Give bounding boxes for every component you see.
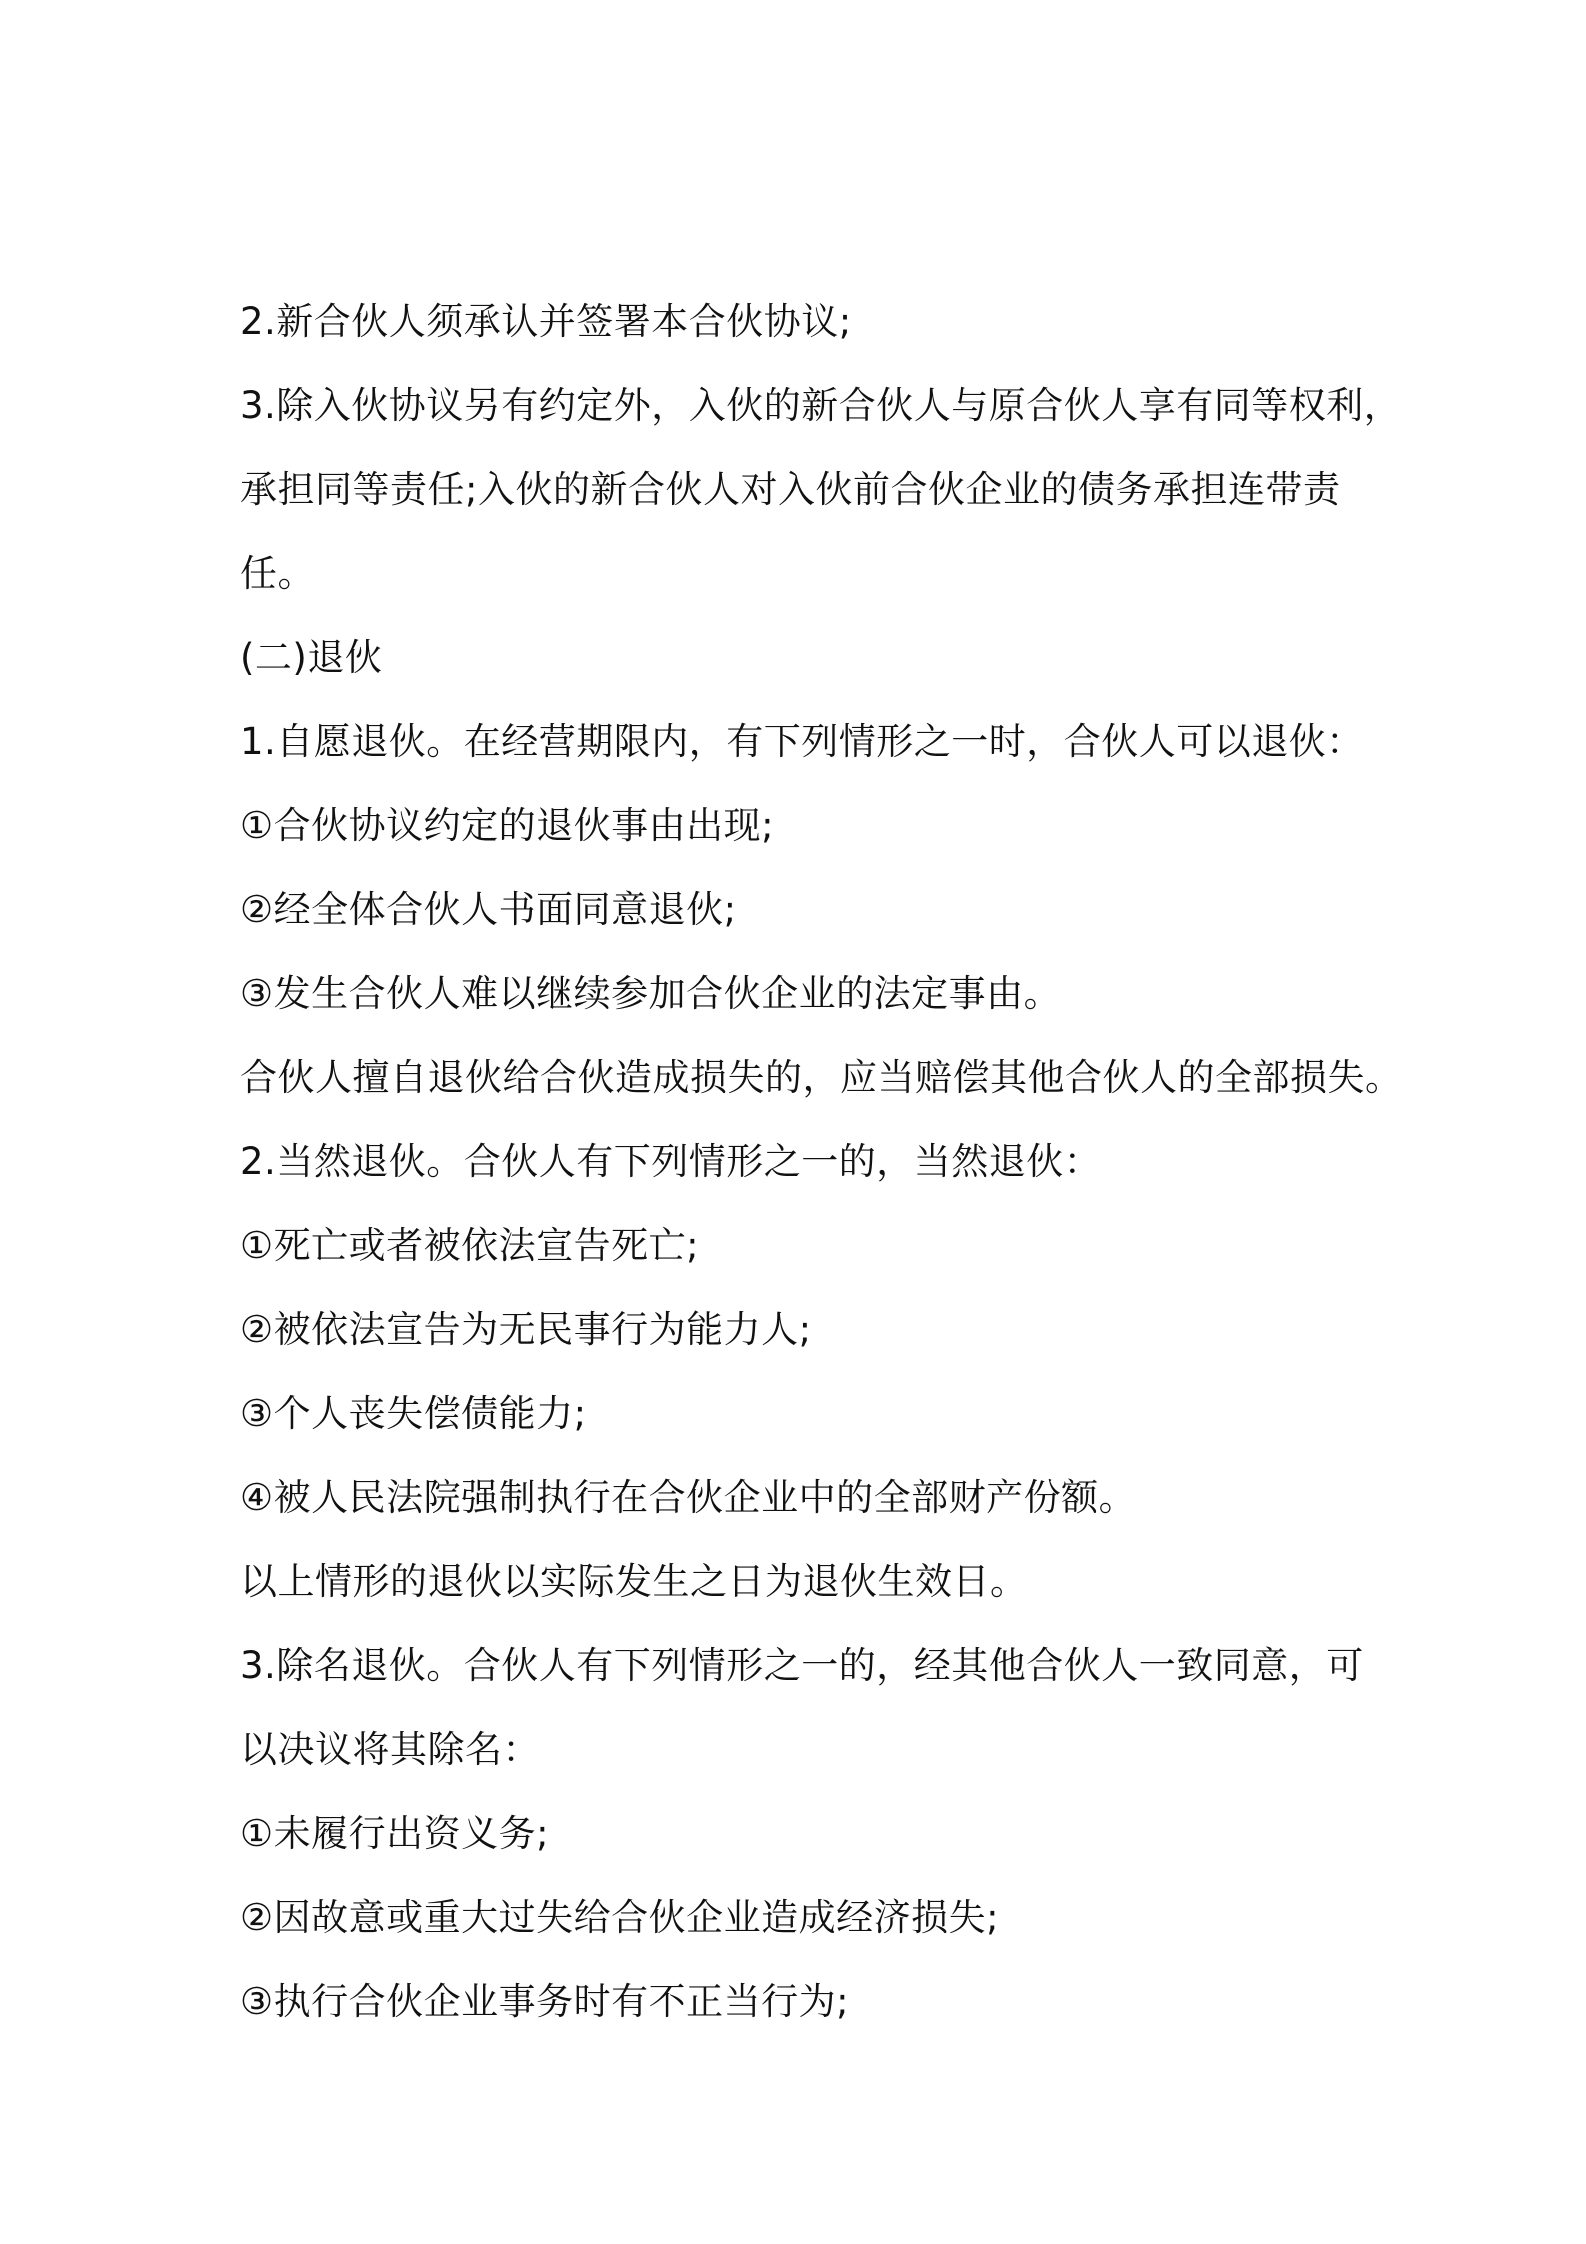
list-item: ②被依法宣告为无民事行为能力人; xyxy=(240,1308,812,1351)
list-item: ②经全体合伙人书面同意退伙; xyxy=(240,888,737,931)
text-line: 2.新合伙人须承认并签署本合伙协议; xyxy=(240,300,852,343)
list-item: ③个人丧失偿债能力; xyxy=(240,1392,587,1435)
text-line: 任。 xyxy=(240,552,315,595)
list-item: ①未履行出资义务; xyxy=(240,1812,550,1855)
text-line: 3.除名退伙。合伙人有下列情形之一的，经其他合伙人一致同意，可 xyxy=(240,1644,1364,1687)
text-line: 1.自愿退伙。在经营期限内，有下列情形之一时，合伙人可以退伙： xyxy=(240,720,1364,763)
list-item: ①合伙协议约定的退伙事由出现; xyxy=(240,804,775,847)
text-line: 3.除入伙协议另有约定外，入伙的新合伙人与原合伙人享有同等权利， xyxy=(240,384,1402,427)
text-line: 2.当然退伙。合伙人有下列情形之一的，当然退伙： xyxy=(240,1140,1102,1183)
text-line: 以决议将其除名： xyxy=(240,1728,540,1771)
list-item: ④被人民法院强制执行在合伙企业中的全部财产份额。 xyxy=(240,1476,1137,1519)
section-heading: (二)退伙 xyxy=(240,636,383,679)
text-line: 合伙人擅自退伙给合伙造成损失的，应当赔偿其他合伙人的全部损失。 xyxy=(240,1056,1403,1099)
list-item: ③发生合伙人难以继续参加合伙企业的法定事由。 xyxy=(240,972,1062,1015)
list-item: ②因故意或重大过失给合伙企业造成经济损失; xyxy=(240,1896,1000,1939)
text-line: 承担同等责任;入伙的新合伙人对入伙前合伙企业的债务承担连带责 xyxy=(240,468,1341,511)
document-body xyxy=(240,280,1403,2044)
list-item: ①死亡或者被依法宣告死亡; xyxy=(240,1224,700,1267)
list-item: ③执行合伙企业事务时有不正当行为; xyxy=(240,1980,850,2023)
text-line: 以上情形的退伙以实际发生之日为退伙生效日。 xyxy=(240,1560,1028,1603)
